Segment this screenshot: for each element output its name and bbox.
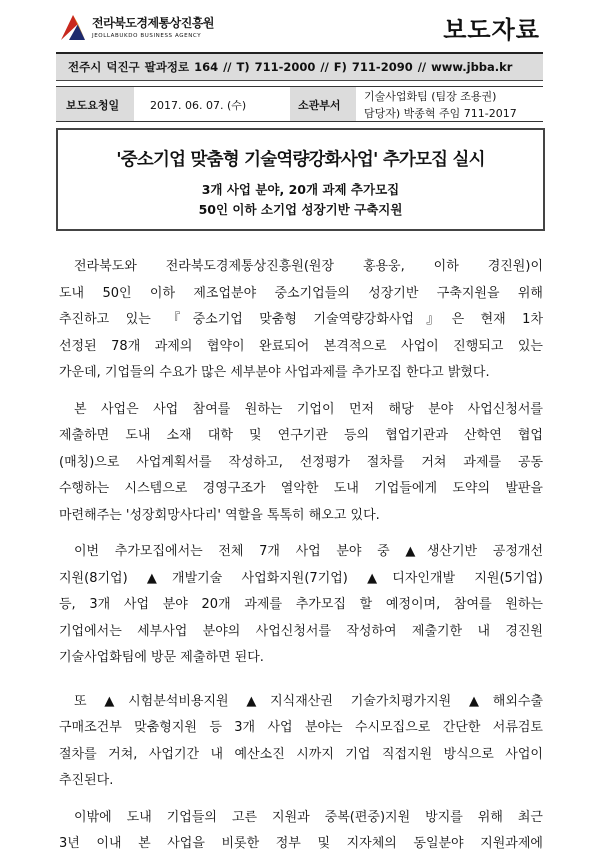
headline-box [56,128,545,231]
text-line: 이번 추가모집에서는 전체 7개 사업 분야 중 ▲생산기반 공정개선 [74,544,543,559]
text-line: 전라북도와 전라북도경제통상진흥원(원장 홍용웅, 이하 경진원)이 [74,259,543,274]
text-line: 구매조건부 맞춤형지원 등 3개 사업 분야는 수시모집으로 간단한 서류검토 [59,720,543,735]
text-line: 본 사업은 사업 참여를 원하는 기업이 먼저 해당 분야 사업신청서를 [74,401,543,417]
date-value-cell [134,87,290,121]
text-line: 추진된다. [59,773,114,788]
text-line: (매칭)으로 사업계획서를 작성하고, 선정평가 절차를 거쳐 과제를 공동 [59,454,543,470]
meta-table [56,86,543,122]
date-label: 보도요청일 [66,99,120,112]
article-body [59,254,543,858]
text-line: 수행하는 시스템으로 경영구조가 열악한 도내 기업들에게 도약의 발판을 [59,481,543,496]
text-line: 또 ▲시험분석비용지원 ▲지식재산권 기술가치평가지원 ▲해외수출 [74,693,543,709]
headline: '중소기업 맞춤형 기술역량강화사업' 추가모집 실시 [116,150,485,170]
agency-logo [58,12,258,48]
contact-bar [56,52,543,81]
dept-label: 소관부서 [298,99,341,112]
dept-value-cell [356,87,543,121]
date-value: 2017. 06. 07. (수) [150,99,247,112]
agency-logo-icon [58,12,88,42]
text-line: 제출하면 도내 소재 대학 및 연구기관 등의 협업기관과 산학연 협업 [59,428,543,443]
text-line: 가운데, 기업들의 수요가 많은 세부분야 사업과제를 추가모집 한다고 밝혔다. [59,365,490,380]
contact-info: 전주시 덕진구 팔과정로 164 // T) 711-2000 // F) 711-2090 // www.jbba.kr [68,60,513,74]
org-name: 전라북도경제통상진흥원 [92,16,215,30]
text-line: 기술사업화팀에 방문 제출하면 된다. [59,650,264,665]
paragraph-2 [59,397,543,530]
text-line: 선정된 78개 과제의 협약이 완료되어 본격적으로 사업이 진행되고 있는 [59,338,543,354]
subheadline-2: 50인 이하 소기업 성장기반 구축지원 [198,202,403,217]
subheadline-1: 3개 사업 분야, 20개 과제 추가모집 [201,182,400,197]
text-line: 추진하고 있는 『중소기업 맞춤형 기술역량강화사업』은 현재 1차 [59,312,543,327]
dept-label-cell [290,87,356,121]
dept-value: 기술사업화팀 (팀장 조용권) [364,90,497,103]
text-line: 기업에서는 세부사업 분야의 사업신청서를 작성하여 제출기한 내 경진원 [59,623,543,639]
text-line: 이밖에 도내 기업들의 고른 지원과 중복(편중)지원 방지를 위해 최근 [74,809,543,825]
text-line: 등, 3개 사업 분야 20개 과제를 추가모집 할 예정이며, 참여를 원하는 [59,597,543,612]
text-line: 마련해주는 '성장회망사다리' 역할을 톡톡히 해오고 있다. [59,507,380,523]
page-header [58,8,544,54]
text-line: 도내 50인 이하 제조업분야 중소기업들의 성장기반 구축지원을 위해 [59,285,543,301]
contact-person: 담당자) 박종혁 주임 711-2017 [364,107,517,120]
paragraph-4 [59,689,543,795]
text-line: 3년 이내 본 사업을 비롯한 정부 및 지자체의 동일분야 지원과제에 [59,836,543,851]
paragraph-1 [59,254,543,387]
org-name-en: JEOLLABUKDO BUSINESS AGENCY [92,33,202,39]
paragraph-3 [59,539,543,672]
text-line: 지원(8기업) ▲개발기술 사업화지원(7기업) ▲디자인개발 지원(5기업) [59,570,543,586]
date-label-cell [56,87,134,121]
document-type-title: 보도자료 [443,16,540,44]
text-line: 절차를 거쳐, 사업기간 내 예산소진 시까지 기업 직접지원 방식으로 사업이 [59,746,543,762]
paragraph-5 [59,805,543,858]
